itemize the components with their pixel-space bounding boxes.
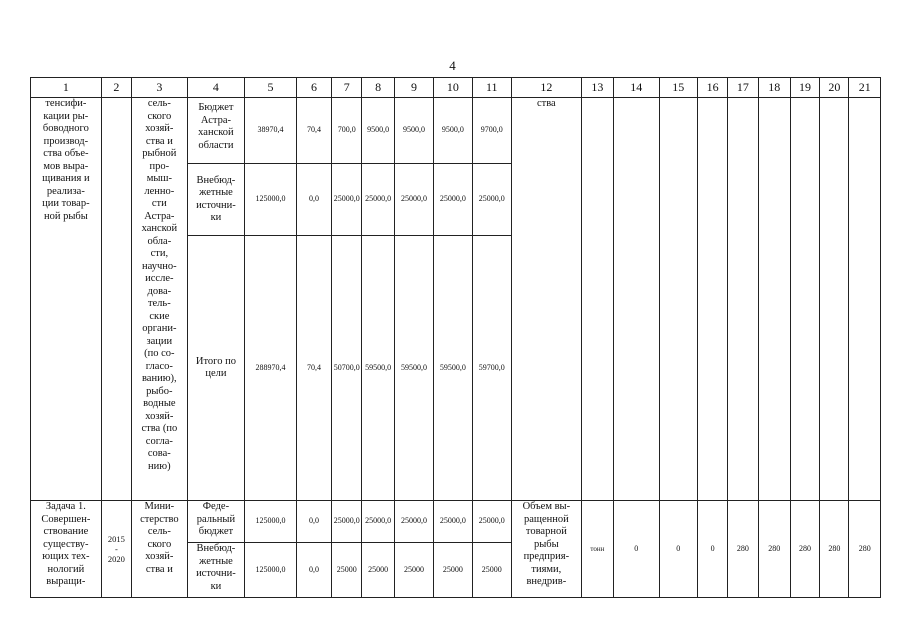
table-row <box>31 98 881 164</box>
header-cell: 8 <box>362 78 394 98</box>
header-cell: 5 <box>245 78 297 98</box>
header-cell: 9 <box>394 78 433 98</box>
indicator-value <box>697 98 727 501</box>
indicator-value: 0 <box>659 501 697 598</box>
header-cell: 13 <box>581 78 613 98</box>
header-row <box>31 78 881 98</box>
amount-2016: 25000 <box>332 543 362 598</box>
amount-2019: 25000,0 <box>434 164 472 236</box>
header-cell: 3 <box>132 78 188 98</box>
amount-total: 125000,0 <box>245 543 297 598</box>
indicator-value <box>790 98 819 501</box>
indicator-value <box>758 98 790 501</box>
funding-source: Внебюд- жетные источни- ки <box>187 543 245 598</box>
table-row <box>31 501 881 543</box>
indicator-value: 280 <box>790 501 819 598</box>
amount-2017: 25000,0 <box>362 164 394 236</box>
amount-2016: 25000,0 <box>332 164 362 236</box>
unit-cell <box>581 98 613 501</box>
indicator-value: 280 <box>849 501 881 598</box>
amount-2016: 700,0 <box>332 98 362 164</box>
amount-2017: 25000 <box>362 543 394 598</box>
indicator-value <box>614 98 659 501</box>
funding-source: Бюджет Астра- ханской области <box>187 98 245 164</box>
amount-2020: 25000,0 <box>472 501 511 543</box>
header-cell: 19 <box>790 78 819 98</box>
header-cell: 10 <box>434 78 472 98</box>
header-cell: 6 <box>296 78 331 98</box>
indicator-cell: Объем вы- ращенной товарной рыбы предприя- тиями, внедрив- <box>511 501 581 598</box>
indicator-value <box>849 98 881 501</box>
amount-2020: 25000 <box>472 543 511 598</box>
amount-total: 125000,0 <box>245 501 297 543</box>
executors-cell: Мини- стерство сель- ского хозяй- ства и <box>132 501 188 598</box>
amount-2015: 0,0 <box>296 543 331 598</box>
indicator-value <box>820 98 849 501</box>
amount-2016: 50700,0 <box>332 236 362 501</box>
amount-2020: 9700,0 <box>472 98 511 164</box>
task-description: Задача 1. Совершен- ствование существу- ющих тех- нологий выращи- <box>31 501 102 598</box>
amount-total: 288970,4 <box>245 236 297 501</box>
header-cell: 12 <box>511 78 581 98</box>
amount-2015: 70,4 <box>296 236 331 501</box>
header-cell: 21 <box>849 78 881 98</box>
header-cell: 7 <box>332 78 362 98</box>
executors-cell: сель- ского хозяй- ства и рыбной про- мыш- ленно- сти Астра- ханской обла- сти, научно- иссле- дова- тель- ские органи- зации (по со- гласо- ванию), рыбо- водные хозяй- ства (по согла- сова- нию) <box>132 98 188 501</box>
indicator-value: 280 <box>728 501 758 598</box>
amount-2017: 59500,0 <box>362 236 394 501</box>
header-cell: 2 <box>101 78 131 98</box>
indicator-value: 280 <box>758 501 790 598</box>
indicator-value <box>728 98 758 501</box>
amount-2017: 25000,0 <box>362 501 394 543</box>
header-cell: 11 <box>472 78 511 98</box>
header-cell: 4 <box>187 78 245 98</box>
header-cell: 18 <box>758 78 790 98</box>
page-number: 4 <box>449 58 456 73</box>
amount-2019: 25000 <box>434 543 472 598</box>
amount-2017: 9500,0 <box>362 98 394 164</box>
amount-2019: 25000,0 <box>434 501 472 543</box>
amount-total: 125000,0 <box>245 164 297 236</box>
amount-2015: 0,0 <box>296 164 331 236</box>
amount-2018: 9500,0 <box>394 98 433 164</box>
amount-2015: 0,0 <box>296 501 331 543</box>
funding-source: Феде- ральный бюджет <box>187 501 245 543</box>
amount-2020: 59700,0 <box>472 236 511 501</box>
header-cell: 15 <box>659 78 697 98</box>
amount-2018: 59500,0 <box>394 236 433 501</box>
unit-cell: тонн <box>581 501 613 598</box>
indicator-value: 280 <box>820 501 849 598</box>
header-cell: 17 <box>728 78 758 98</box>
funding-source: Итого по цели <box>187 236 245 501</box>
amount-2015: 70,4 <box>296 98 331 164</box>
header-cell: 1 <box>31 78 102 98</box>
goal-description: тенсифи- кации ры- боводного производ- ства объе- мов выра- щивания и реализа- ции товар- ной рыбы <box>31 98 102 501</box>
header-cell: 20 <box>820 78 849 98</box>
amount-2018: 25000,0 <box>394 164 433 236</box>
amount-2018: 25000 <box>394 543 433 598</box>
indicator-cell: ства <box>511 98 581 501</box>
amount-2020: 25000,0 <box>472 164 511 236</box>
funding-source: Внебюд- жетные источни- ки <box>187 164 245 236</box>
header-cell: 16 <box>697 78 727 98</box>
amount-2018: 25000,0 <box>394 501 433 543</box>
period-cell: 2015 - 2020 <box>101 501 131 598</box>
amount-2016: 25000,0 <box>332 501 362 543</box>
header-cell: 14 <box>614 78 659 98</box>
period-cell <box>101 98 131 501</box>
indicator-value: 0 <box>697 501 727 598</box>
amount-total: 38970,4 <box>245 98 297 164</box>
amount-2019: 9500,0 <box>434 98 472 164</box>
program-table <box>30 77 881 598</box>
amount-2019: 59500,0 <box>434 236 472 501</box>
indicator-value: 0 <box>614 501 659 598</box>
indicator-value <box>659 98 697 501</box>
